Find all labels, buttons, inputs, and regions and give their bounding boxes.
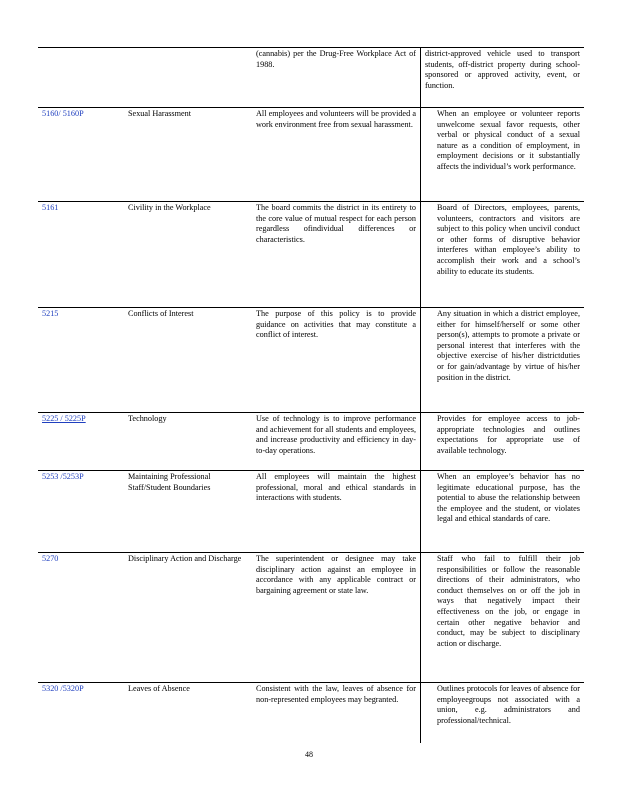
bullet-icon [425, 309, 437, 383]
policy-description: The board commits the district in its entirety to the core value of mutual respect for each person regardless ofindividual differences or characteristics. [252, 202, 421, 308]
table-row [38, 308, 584, 413]
policy-note: Staff who fail to fulfill their job responsibilities or follow the reasonable directions of their administrators, who conduct themselves on or off the job in ways that negatively impact their effectiveness on the job, or engage in certain other negative behavior and conduct, may be subject to disciplinary action or discharge. [437, 554, 580, 648]
policy-note: Outlines protocols for leaves of absence for employeegroups not associated with a union, e.g. administrators and professional/technical. [437, 684, 580, 725]
policy-description: The superintendent or designee may take disciplinary action against an employee in accordance with any applicable contract or bargaining agreement or state law. [252, 553, 421, 683]
policy-title [124, 48, 252, 108]
policy-code-link[interactable]: 5225 / 5225P [42, 414, 86, 423]
bullet-icon [425, 554, 437, 649]
policy-title: Sexual Harassment [124, 108, 252, 202]
policy-description: All employees will maintain the highest professional, moral and ethical standards in interactions with students. [252, 471, 421, 553]
policy-note: Board of Directors, employees, parents, volunteers, contractors and visitors are subject to this policy when uncivil conduct or other forms of disruptive behavior interferes withan employee’s ability to accomplish their work and a school’s ability to educate its students. [437, 203, 580, 276]
bullet-icon [425, 109, 437, 173]
table-row [38, 48, 584, 108]
policy-code: 5161 [38, 202, 124, 308]
policy-code: 5253 /5253P [38, 471, 124, 553]
policy-code: 5160/ 5160P [38, 108, 124, 202]
policy-description: The purpose of this policy is to provide guidance on activities that may constitute a conflict of interest. [252, 308, 421, 413]
bullet-icon [425, 203, 437, 277]
policy-title: Leaves of Absence [124, 683, 252, 743]
policy-code [38, 48, 124, 108]
table-row [38, 553, 584, 683]
page-number: 48 [305, 750, 313, 759]
policy-code: 5215 [38, 308, 124, 413]
policy-title: Disciplinary Action and Discharge [124, 553, 252, 683]
policy-note: Any situation in which a district employee, either for himself/herself or some other person(s), attempts to promote a private or personal interest that interferes with the objective exercise of his/her districtduties or for gain/advantage by virtue of his/her position in the district. [437, 309, 580, 382]
policy-note: When an employee or volunteer reports unwelcome sexual favor requests, other verbal or physical conduct of a sexual nature as a condition of employment, in employment decisions or it substantially affects the individual’s work performance. [437, 109, 580, 171]
bullet-icon [425, 472, 437, 525]
bullet-icon [425, 684, 437, 726]
policy-description: All employees and volunteers will be provided a work environment free from sexual harassment. [252, 108, 421, 202]
policy-note: Provides for employee access to job-appropriate technologies and outlines expectations for appropriate use of available technology. [437, 414, 580, 455]
policy-code: 5270 [38, 553, 124, 683]
policy-title: Maintaining Professional Staff/Student Boundaries [124, 471, 252, 553]
table-row [38, 683, 584, 743]
table-row [38, 413, 584, 471]
policy-table [38, 47, 584, 743]
table-row [38, 471, 584, 553]
table-row [38, 202, 584, 308]
table-row [38, 108, 584, 202]
policy-description: Consistent with the law, leaves of absence for non-represented employees may begranted. [252, 683, 421, 743]
policy-title: Civility in the Workplace [124, 202, 252, 308]
policy-note: district-approved vehicle used to transport students, off-district property during school-sponsored or approved activity, event, or function. [421, 48, 585, 108]
policy-note: When an employee’s behavior has no legitimate educational purpose, has the potential to abuse the relationship between the employee and the student, or violates legal and ethical standards of care. [437, 472, 580, 524]
policy-code: 5320 /5320P [38, 683, 124, 743]
policy-description: Use of technology is to improve performance and achievement for all students and employees, and increase productivity and efficiency in day-to-day operations. [252, 413, 421, 471]
policy-title: Technology [124, 413, 252, 471]
policy-title: Conflicts of Interest [124, 308, 252, 413]
bullet-icon [425, 414, 437, 456]
policy-description: (cannabis) per the Drug-Free Workplace Act of 1988. [252, 48, 421, 108]
